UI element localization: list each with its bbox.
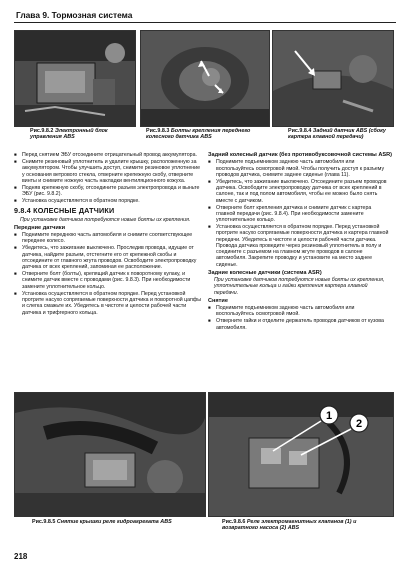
paragraph-bullet: ■ Отверните гайки и отделите держатель проводов датчиков от кузова автомобиля. (208, 318, 392, 331)
figure-photo-9-8-2 (14, 30, 136, 127)
figure-photo-9-8-3 (140, 30, 270, 127)
callout-2: 2 (355, 418, 363, 430)
figure-number: Рис.9.8.4 (288, 128, 312, 134)
paragraph-bullet: ■ Поднимите переднюю часть автомобиля и снимите соответствующее переднее колесо. (14, 232, 204, 245)
left-text-column (14, 152, 204, 317)
figure-number: Рис.9.8.5 (32, 519, 56, 525)
figure-caption-9-8-4 (288, 128, 392, 140)
figure-caption-9-8-5 (32, 519, 204, 525)
figure-caption-9-8-3 (146, 128, 266, 140)
figure-photo-9-8-4 (272, 30, 394, 127)
section-intro-note: При установке датчиков потребуются новые болты их крепления, уплотнительные кольца и гайки крепления картера главной передачи. (214, 277, 385, 296)
figure-text: Электронный блок управления ABS (30, 128, 108, 141)
page-header (14, 9, 396, 23)
paragraph-bullet: ■ Подняв крепежную скобу, отсоедините разъем электропровода и выньте ЭБУ (рис. 9.8.2). (14, 185, 204, 198)
section-heading: 9.8.4 КОЛЕСНЫЕ ДАТЧИКИ (14, 206, 115, 216)
subsection-heading: Передние датчики (14, 224, 66, 231)
figure-text: Болты крепления переднего колесного датчика ABS (146, 128, 251, 141)
figure-text: Задний датчик ABS (сбоку картера главной передачи) (288, 128, 386, 141)
figure-text: Реле электромагнитных клапанов (1) и возвратного насоса (2) ABS (222, 519, 357, 532)
subsection-heading: Задние колесные датчики (система ASR) (208, 269, 322, 276)
paragraph-bullet: ■ Установка осуществляется в обратном порядке. Перед установкой протрите насухо сопрягаемые поверхности датчика и картера главной передачи. Убедитесь в чистоте и целости рабочей части датчика. Провода датчика проведите через резиновый уплотнитель в полу и соедините с разъемом на главном жгуте проводов в салоне автомобиля. Закрепите проводку и установите на место заднее сиденье. (208, 224, 392, 268)
callout-1: 1 (325, 410, 333, 422)
section-intro-note: При установке датчиков потребуются новые болты их крепления. (20, 216, 191, 223)
chapter-title: Глава 9. Тормозная система (16, 10, 133, 20)
paragraph-bullet: ■ Отверните болт крепления датчика и снимите датчик с картера главной передачи (рис. 9.8.4). При необходимости замените уплотнительное кольцо. (208, 205, 392, 224)
paragraph-bullet: ■ Убедитесь, что зажигание выключено. Отсоедините разъем проводов датчика. Освободите электропроводку датчика от всех креплений в салоне, так и под полом автомобиля, чтобы ее можно было снять вместе с датчиком. (208, 179, 392, 204)
header-rule (14, 22, 396, 23)
paragraph-bullet: ■ Установка осуществляется в обратном порядке. Перед установкой протрите насухо сопрягаемые поверхности датчика и поворотной цапфы и слегка смажьте их. Убедитесь в чистоте и целости рабочей части датчика и трифгерного кольца. (14, 291, 204, 316)
figure-photo-9-8-5 (14, 392, 206, 517)
subsection-heading: Задний колесный датчик (без противобуксовочной системы ASR) (208, 152, 392, 158)
paragraph-bullet: ■ Снимите резиновый уплотнитель и удалите крышку, расположенную за аккумулятором. Чтобы улучшить доступ, снимите резиновое уплотнение у основания ветрового стекла, отверните крепежную скобу, отверните винты и снимите ножную часть накладки вентиляционного кожуха. (14, 159, 204, 184)
figure-number: Рис.9.8.6 (222, 519, 246, 525)
figure-caption-9-8-2 (30, 128, 130, 140)
right-text-column (208, 152, 392, 332)
subsection-heading: Снятие (208, 297, 228, 304)
figure-photo-9-8-6 (208, 392, 394, 517)
figure-text: Снятие крышки реле гидроагрегата ABS (56, 519, 172, 525)
paragraph-bullet: ■ Поднимите подъемником заднюю часть автомобиля или воспользуйтесь осмотровой ямой. Чтобы получить доступ к разъему проводов датчика, снимите заднее сиденье (глава 11). (208, 159, 392, 178)
paragraph-bullet: ■ Убедитесь, что зажигание выключено. Проследив провода, идущие от датчика, найдите разъем, отстегните его от крепежной скобы и отсоедините от главного жгута проводов. Освободите электропроводку датчика от всех креплений, запоминая ее расположение. (14, 245, 204, 270)
page-number: 218 (14, 552, 28, 561)
paragraph-bullet: ■ Установка осуществляется в обратном порядке. (14, 198, 204, 204)
paragraph-bullet: ■ Перед снятием ЭБУ отсоедините отрицательный провод аккумулятора. (14, 152, 204, 158)
figure-number: Рис.9.8.2 (30, 128, 54, 134)
figure-caption-9-8-6 (222, 519, 392, 531)
paragraph-bullet: ■ Отверните болт (болты), крепящий датчик к поворотному кулаку, и снимите датчик вместе с проводами (рис. 9.8.3). При необходимости замените уплотнительное кольцо. (14, 271, 204, 290)
paragraph-bullet: ■ Поднимите подъемником заднюю часть автомобиля или воспользуйтесь осмотровой ямой. (208, 305, 392, 318)
figure-number: Рис.9.8.3 (146, 128, 170, 134)
